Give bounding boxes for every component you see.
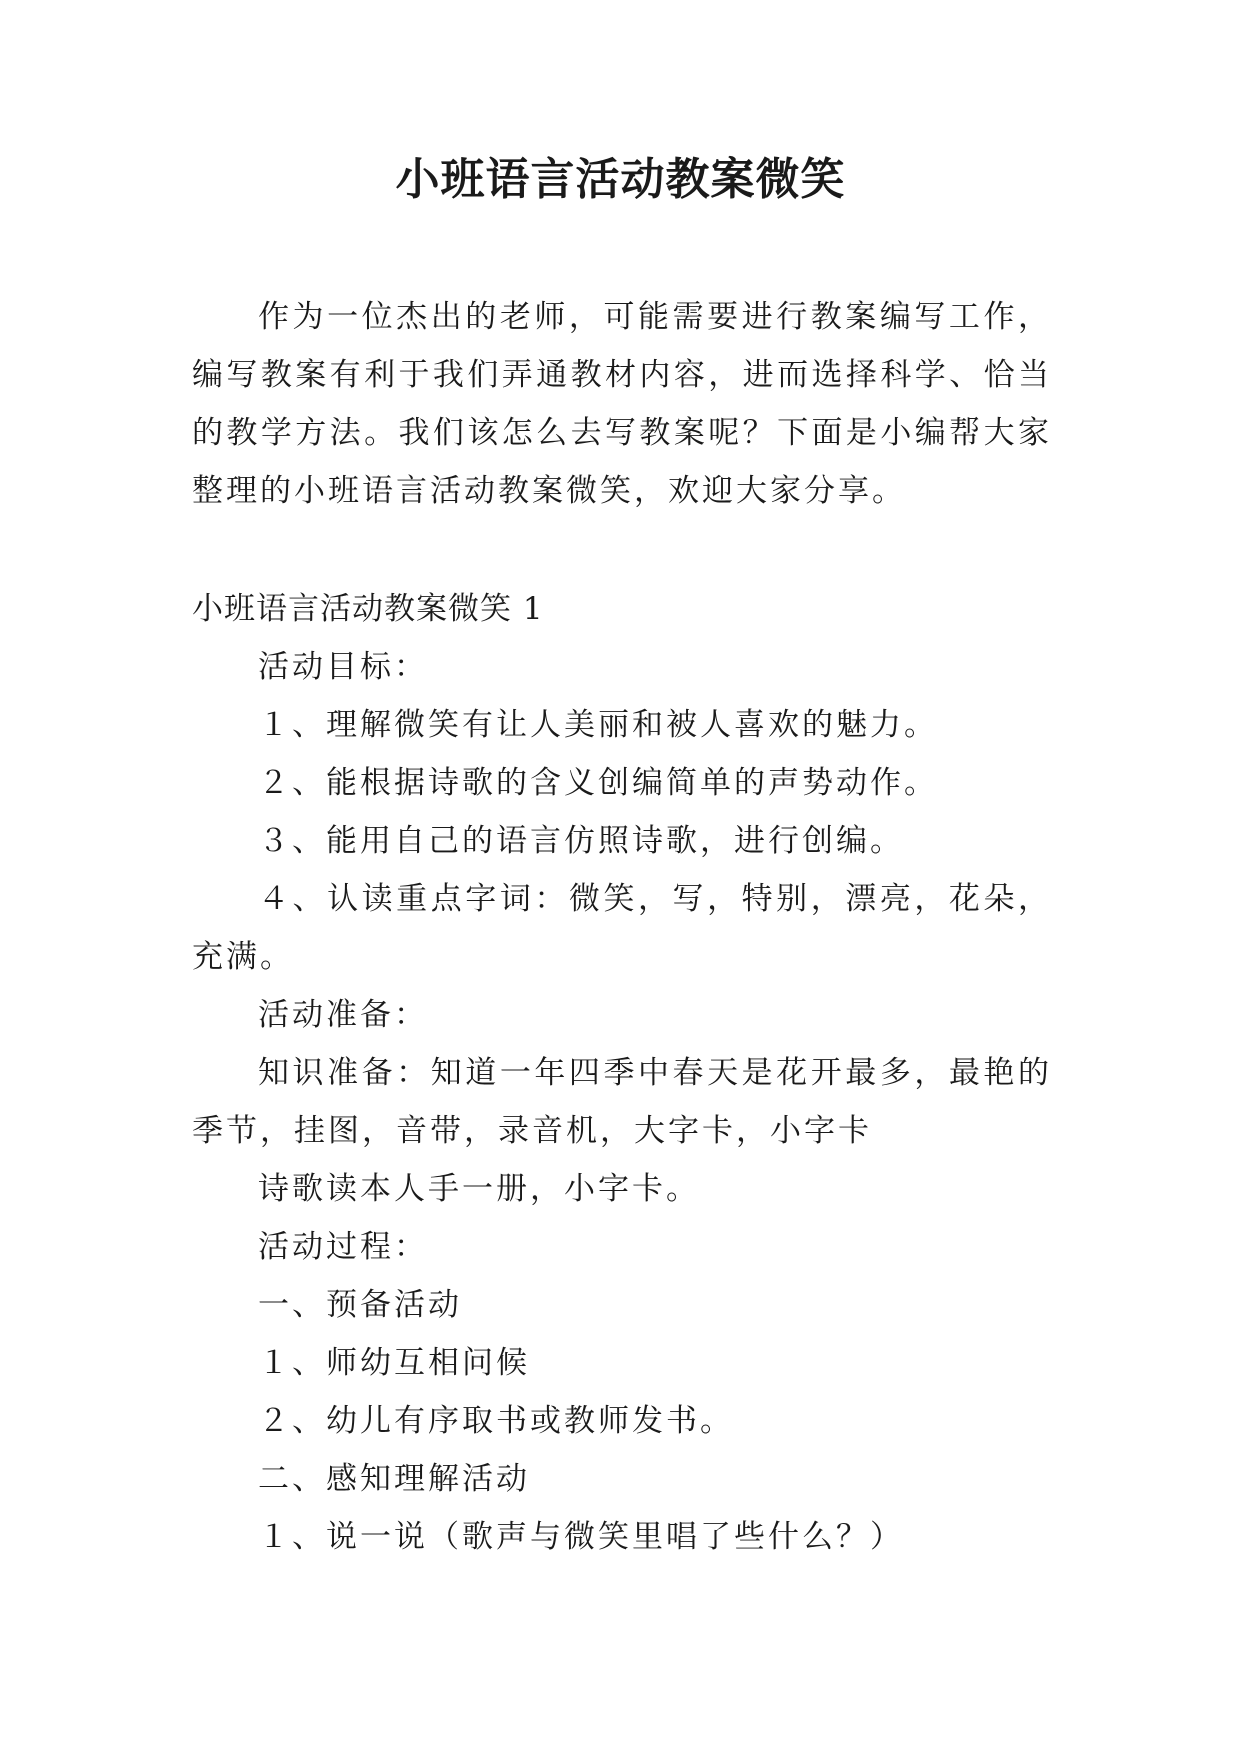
process-step-heading: 一、预备活动 <box>258 1287 462 1323</box>
goal-item: １、理解微笑有让人美丽和被人喜欢的魅力。 <box>258 707 938 743</box>
process-step-item: １、师幼互相问候 <box>258 1345 530 1381</box>
process-step-item: ２、幼儿有序取书或教师发书。 <box>258 1403 734 1439</box>
activity-process-heading: 活动过程： <box>258 1229 428 1265</box>
prep-paragraph: 诗歌读本人手一册，小字卡。 <box>258 1171 700 1207</box>
intro-paragraph: 作为一位杰出的老师，可能需要进行教案编写工作，编写教案有利于我们弄通教材内容，进而选择科学、恰当的教学方法。我们该怎么去写教案呢？下面是小编帮大家整理的小班语言活动教案微笑，欢迎大家分享。 <box>192 299 1052 509</box>
process-step-heading: 二、感知理解活动 <box>258 1461 530 1497</box>
document-title: 小班语言活动教案微笑 <box>395 154 846 205</box>
process-step-item: １、说一说（歌声与微笑里唱了些什么？） <box>258 1519 904 1555</box>
lesson-section <box>192 580 1052 1566</box>
goal-item: ２、能根据诗歌的含义创编简单的声势动作。 <box>258 765 938 801</box>
goal-item: ４、认读重点字词：微笑，写，特别，漂亮，花朵，充满。 <box>192 881 1052 975</box>
activity-prep-heading: 活动准备： <box>258 997 428 1033</box>
activity-goals-heading: 活动目标： <box>258 649 428 685</box>
goal-item: ３、能用自己的语言仿照诗歌，进行创编。 <box>258 823 904 859</box>
section-heading: 小班语言活动教案微笑 1 <box>192 591 544 627</box>
prep-paragraph: 知识准备：知道一年四季中春天是花开最多，最艳的季节，挂图，音带，录音机，大字卡，小字卡 <box>192 1055 1052 1149</box>
